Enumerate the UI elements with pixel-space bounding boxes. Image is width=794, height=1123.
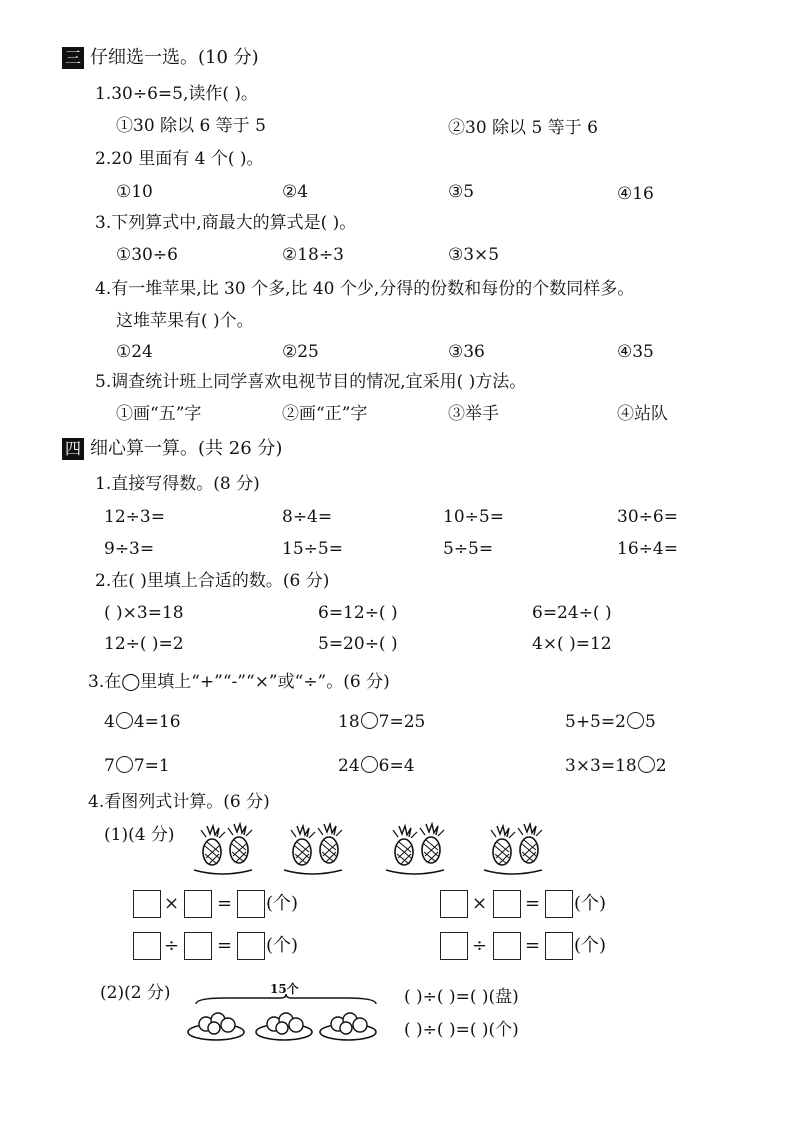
section-4-header — [62, 438, 282, 460]
section-3-header — [62, 47, 259, 69]
option: ②画“正”字 — [282, 404, 368, 424]
circle-item — [104, 711, 181, 733]
calc-item: 10÷5= — [443, 507, 504, 527]
option: ④16 — [617, 184, 654, 204]
circle-item — [338, 711, 425, 733]
question-3-2: 2.20 里面有 4 个( )。 — [95, 149, 264, 169]
answer-box[interactable] — [184, 932, 212, 960]
option: ①30 除以 6 等于 5 — [116, 116, 266, 136]
section-3-badge: 三 — [62, 47, 84, 69]
pineapple-group-3 — [386, 824, 444, 874]
fill-item: 4×( )=12 — [532, 634, 612, 654]
option: ②4 — [282, 182, 309, 202]
question-3-4: 4.有一堆苹果,比 30 个多,比 40 个少,分得的份数和每份的个数同样多。 — [95, 279, 635, 299]
question-4-4: 4.看图列式计算。(6 分) — [88, 792, 270, 812]
question-3-4-line2: 这堆苹果有( )个。 — [116, 311, 254, 331]
operand: 18 — [338, 712, 360, 732]
unit-label: (个) — [574, 935, 607, 956]
operand: 2 — [655, 756, 667, 776]
equals-sign: = — [217, 935, 233, 956]
question-3-5: 5.调查统计班上同学喜欢电视节目的情况,宜采用( )方法。 — [95, 372, 527, 392]
calc-item: 12÷3= — [104, 507, 165, 527]
circle-item — [104, 755, 170, 777]
answer-box[interactable] — [493, 890, 521, 918]
answer-box[interactable] — [237, 932, 265, 960]
calc-item: 15÷5= — [282, 539, 343, 559]
option: ①画“五”字 — [116, 404, 202, 424]
operand: 6=4 — [378, 756, 415, 776]
unit-label: (个) — [266, 893, 299, 914]
operator-blank[interactable] — [116, 756, 133, 773]
pineapple-group-2 — [284, 824, 342, 874]
question-4-2: 2.在( )里填上合适的数。(6 分) — [95, 571, 330, 591]
operand: 24 — [338, 756, 360, 776]
divide-sign: ÷ — [472, 935, 488, 956]
subquestion-1: (1)(4 分) — [104, 825, 175, 845]
fill-item: 6=24÷( ) — [532, 603, 612, 623]
circle-item — [338, 755, 415, 777]
option: ①10 — [116, 182, 153, 202]
calc-item: 9÷3= — [104, 539, 155, 559]
fill-item: ( )×3=18 — [104, 603, 184, 623]
answer-box[interactable] — [545, 890, 573, 918]
operand: 7=1 — [133, 756, 170, 776]
unit-label: (个) — [266, 935, 299, 956]
subquestion-2: (2)(2 分) — [100, 983, 171, 1003]
option: ③3×5 — [448, 245, 500, 265]
operator-blank[interactable] — [627, 712, 644, 729]
question-3-3: 3.下列算式中,商最大的算式是( )。 — [95, 213, 357, 233]
apple-plates-illustration — [186, 994, 386, 1046]
calc-item: 8÷4= — [282, 507, 333, 527]
section-3-title: 仔细选一选。(10 分) — [90, 47, 259, 68]
total-label: 15个 — [270, 982, 299, 996]
times-sign: × — [472, 893, 488, 914]
pineapple-group-4 — [484, 824, 542, 874]
operand: 3×3=18 — [565, 756, 637, 776]
option: ②30 除以 5 等于 6 — [448, 118, 598, 138]
operator-blank[interactable] — [361, 712, 378, 729]
operator-blank[interactable] — [116, 712, 133, 729]
calc-item: 16÷4= — [617, 539, 678, 559]
answer-box[interactable] — [545, 932, 573, 960]
operand: 4=16 — [133, 712, 181, 732]
operand: 5+5=2 — [565, 712, 626, 732]
answer-box[interactable] — [133, 890, 161, 918]
plate-3 — [320, 1013, 376, 1040]
answer-box[interactable] — [184, 890, 212, 918]
option: ①24 — [116, 342, 153, 362]
equals-sign: = — [525, 935, 541, 956]
option: ①30÷6 — [116, 245, 178, 265]
fill-item: 5=20÷( ) — [318, 634, 398, 654]
calc-item: 5÷5= — [443, 539, 494, 559]
section-4-title: 细心算一算。(共 26 分) — [90, 438, 283, 459]
answer-box[interactable] — [237, 890, 265, 918]
option: ②25 — [282, 342, 319, 362]
times-sign: × — [164, 893, 180, 914]
equals-sign: = — [525, 893, 541, 914]
option: ②18÷3 — [282, 245, 344, 265]
plate-1 — [188, 1013, 244, 1040]
operator-blank[interactable] — [638, 756, 655, 773]
operand: 7 — [104, 756, 115, 776]
unit-label: (个) — [574, 893, 607, 914]
fill-item: 6=12÷( ) — [318, 603, 398, 623]
pineapple-illustration — [192, 822, 572, 878]
question-3-1: 1.30÷6=5,读作( )。 — [95, 84, 259, 104]
option: ④35 — [617, 342, 654, 362]
pineapple-group-1 — [194, 824, 252, 874]
answer-box[interactable] — [440, 890, 468, 918]
operand: 5 — [644, 712, 656, 732]
division-line-apples: ( )÷( )=( )(个) — [404, 1020, 519, 1040]
fill-item: 12÷( )=2 — [104, 634, 184, 654]
plate-2 — [256, 1013, 312, 1040]
division-line-plates: ( )÷( )=( )(盘) — [404, 987, 519, 1007]
question-4-1: 1.直接写得数。(8 分) — [95, 474, 260, 494]
answer-box[interactable] — [440, 932, 468, 960]
answer-box[interactable] — [133, 932, 161, 960]
calc-item: 30÷6= — [617, 507, 678, 527]
equals-sign: = — [217, 893, 233, 914]
section-4-badge: 四 — [62, 438, 84, 460]
divide-sign: ÷ — [164, 935, 180, 956]
circle-item — [565, 711, 656, 733]
brace-icon — [196, 994, 376, 1004]
answer-box[interactable] — [493, 932, 521, 960]
option: ③5 — [448, 182, 475, 202]
option: ④站队 — [617, 404, 668, 424]
circle-item — [565, 755, 667, 777]
option: ③举手 — [448, 404, 499, 424]
operand: 7=25 — [378, 712, 426, 732]
option: ③36 — [448, 342, 485, 362]
operand: 4 — [104, 712, 115, 732]
question-4-3: 3.在◯里填上“+”“-”“×”或“÷”。(6 分) — [88, 672, 390, 692]
operator-blank[interactable] — [361, 756, 378, 773]
